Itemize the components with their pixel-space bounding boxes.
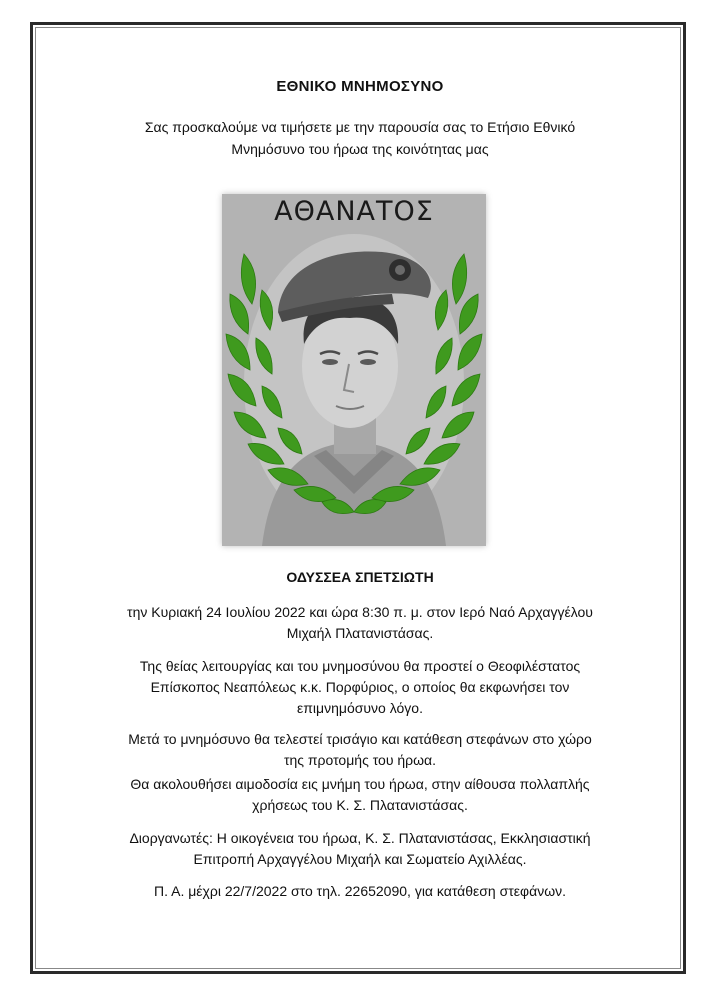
text-line: Μετά το μνημόσυνο θα τελεστεί τρισάγιο και κατάθεση στεφάνων στο χώρο [128, 731, 592, 747]
wreath-laying-paragraph [80, 729, 640, 771]
organizers-paragraph [80, 828, 640, 870]
text-line: χρήσεως του Κ. Σ. Πλατανιστάσας. [252, 797, 468, 813]
liturgy-paragraph [80, 656, 640, 719]
event-date-paragraph [80, 602, 640, 644]
text-line: Μιχαήλ Πλατανιστάσας. [286, 625, 434, 641]
text-line: Επιτροπή Αρχαγγέλου Μιχαήλ και Σωματείο Αχιλλέας. [193, 851, 527, 867]
hero-portrait [222, 194, 486, 546]
intro-text [100, 116, 620, 160]
portrait-illustration [222, 194, 486, 546]
text-line: Της θείας λειτουργίας και του μνημοσύνου θα προστεί ο Θεοφιλέστατος [139, 658, 581, 674]
text-line: την Κυριακή 24 Ιουλίου 2022 και ώρα 8:30 π. μ. στον Ιερό Ναό Αρχαγγέλου [127, 604, 593, 620]
intro-line: Μνημόσυνο του ήρωα της κοινότητας μας [231, 141, 489, 157]
hero-name: ΟΔΥΣΣΕΑ ΣΠΕΤΣΙΩΤΗ [286, 569, 434, 585]
text-line: της προτομής του ήρωα. [283, 752, 437, 768]
text-line: Π. Α. μέχρι 22/7/2022 στο τηλ. 22652090, για κατάθεση στεφάνων. [153, 883, 567, 899]
portrait-caption: ΑΘΑΝΑΤΟΣ [274, 196, 434, 227]
intro-line: Σας προσκαλούμε να τιμήσετε με την παρουσία σας το Ετήσιο Εθνικό [144, 119, 576, 135]
blood-donation-paragraph [80, 774, 640, 816]
text-line: Θα ακολουθήσει αιμοδοσία εις μνήμη του ήρωα, στην αίθουσα πολλαπλής [130, 776, 590, 792]
contact-paragraph [80, 881, 640, 902]
text-line: Επίσκοπος Νεαπόλεως κ.κ. Πορφύριος, ο οποίος θα εκφωνήσει τον [150, 679, 570, 695]
text-line: Διοργανωτές: Η οικογένεια του ήρωα, Κ. Σ. Πλατανιστάσας, Εκκλησιαστική [129, 830, 591, 846]
page-title: ΕΘΝΙΚΟ ΜΝΗΜΟΣΥΝΟ [276, 78, 444, 95]
text-line: επιμνημόσυνο λόγο. [297, 700, 423, 716]
